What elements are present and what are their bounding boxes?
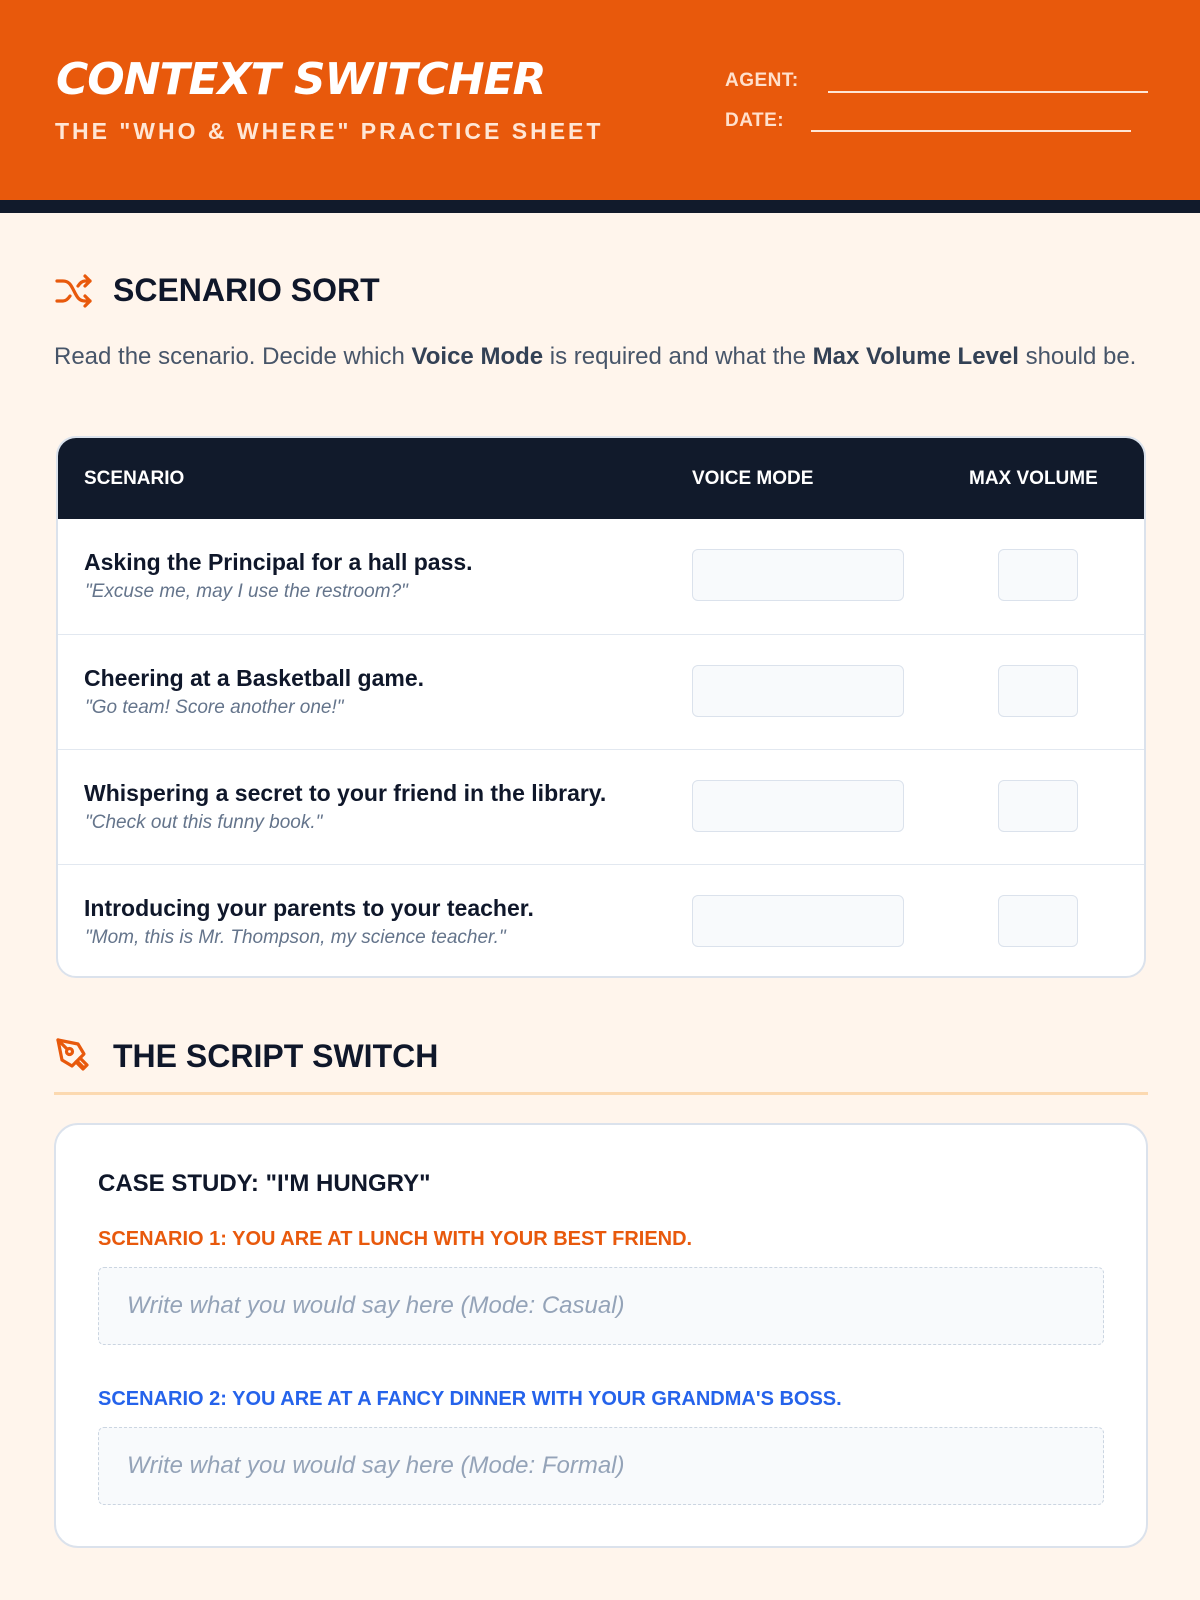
table-row [58, 864, 1144, 978]
pen-icon [54, 1036, 92, 1079]
scenario-quote: "Mom, this is Mr. Thompson, my science teacher." [85, 927, 506, 948]
scenario-1-label: SCENARIO 1: YOU ARE AT LUNCH WITH YOUR BEST FRIEND. [98, 1228, 693, 1250]
voice-mode-input[interactable] [692, 549, 904, 601]
section-title-script-switch: THE SCRIPT SWITCH [113, 1038, 439, 1074]
date-label: DATE: [725, 110, 785, 131]
page-title: CONTEXT SWITCHER [56, 54, 546, 105]
table-row [58, 634, 1144, 749]
max-volume-input[interactable] [998, 549, 1078, 601]
scenario-sort-instructions: Read the scenario. Decide which Voice Mode is required and what the Max Volume Level should be. [54, 343, 1137, 370]
table-row [58, 749, 1144, 864]
scenario-title: Cheering at a Basketball game. [84, 665, 425, 691]
max-volume-input[interactable] [998, 895, 1078, 947]
shuffle-icon [54, 272, 94, 315]
page-subtitle: THE "WHO & WHERE" PRACTICE SHEET [55, 118, 604, 144]
scenario-table [56, 436, 1146, 978]
scenario-quote: "Excuse me, may I use the restroom?" [85, 581, 408, 602]
scenario-title: Whispering a secret to your friend in the library. [84, 780, 607, 806]
case-study-title: CASE STUDY: "I'M HUNGRY" [98, 1170, 431, 1197]
page-header [0, 0, 1200, 200]
column-header-max-volume: MAX VOLUME [969, 468, 1098, 489]
agent-label: AGENT: [725, 70, 799, 91]
scenario-quote: "Check out this funny book." [85, 812, 323, 833]
date-field[interactable] [811, 130, 1131, 132]
column-header-scenario: SCENARIO [84, 468, 185, 489]
voice-mode-input[interactable] [692, 895, 904, 947]
scenario-quote: "Go team! Score another one!" [85, 697, 344, 718]
scenario-1-answer-field[interactable] [98, 1267, 1104, 1345]
scenario-2-answer-field[interactable] [98, 1427, 1104, 1505]
case-study-card [54, 1123, 1148, 1548]
scenario-2-label: SCENARIO 2: YOU ARE AT A FANCY DINNER WITH YOUR GRANDMA'S BOSS. [98, 1388, 842, 1410]
max-volume-input[interactable] [998, 780, 1078, 832]
agent-field[interactable] [828, 91, 1148, 93]
table-row [58, 519, 1144, 634]
max-volume-input[interactable] [998, 665, 1078, 717]
scenario-title: Asking the Principal for a hall pass. [84, 549, 473, 575]
section-title-scenario-sort: SCENARIO SORT [113, 272, 380, 308]
table-header [58, 438, 1144, 519]
voice-mode-input[interactable] [692, 780, 904, 832]
voice-mode-input[interactable] [692, 665, 904, 717]
header-divider-bar [0, 200, 1200, 213]
section-divider [54, 1092, 1148, 1095]
column-header-voice-mode: VOICE MODE [692, 468, 814, 489]
scenario-title: Introducing your parents to your teacher. [84, 895, 534, 921]
